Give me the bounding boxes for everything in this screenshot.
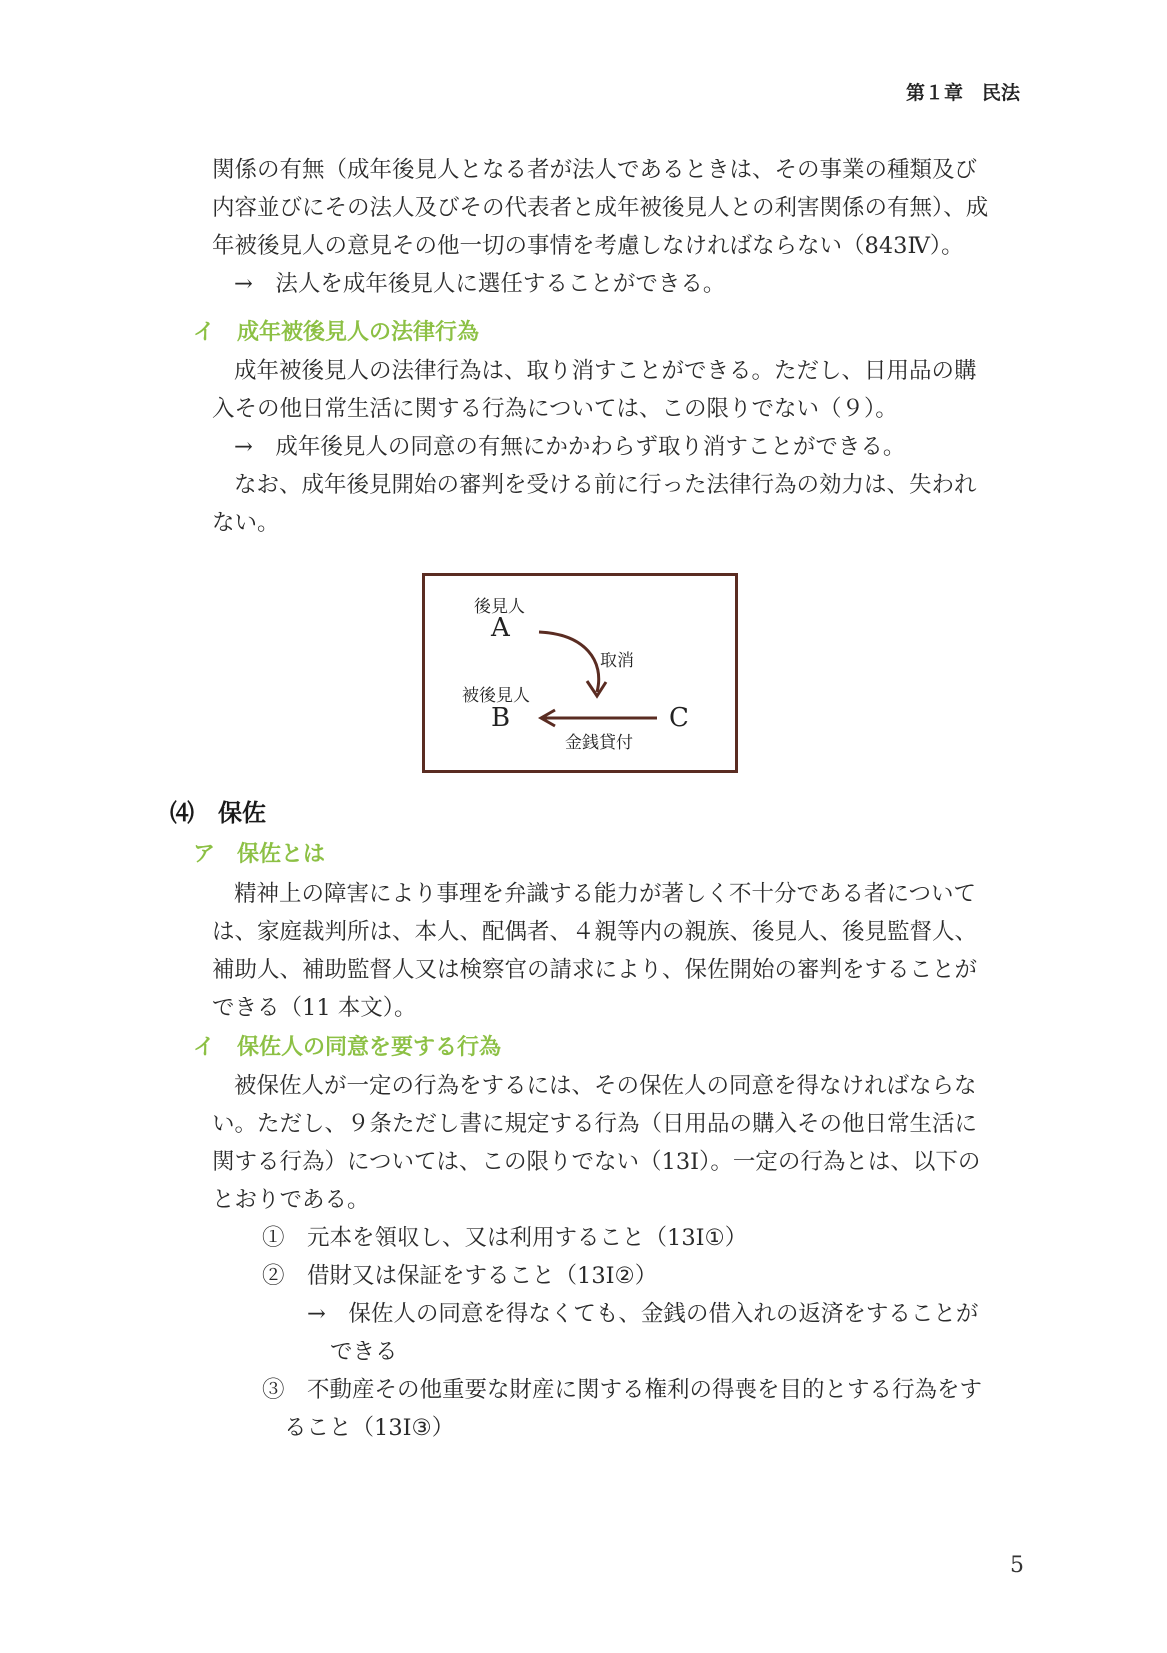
list-item-continuation: ること（13Ⅰ③） bbox=[284, 1415, 455, 1441]
party-c: C bbox=[669, 703, 689, 733]
body-text-line: とおりである。 bbox=[212, 1187, 370, 1213]
body-text-line: 入その他日常生活に関する行為については、この限りでない（９）。 bbox=[212, 396, 898, 422]
body-text-line: 年被後見人の意見その他一切の事情を考慮しなければならない（843Ⅳ）。 bbox=[212, 233, 964, 259]
body-text-line: は、家庭裁判所は、本人、配偶者、４親等内の親族、後見人、後見監督人、 bbox=[212, 919, 978, 945]
arrow-note: → 成年後見人の同意の有無にかかわらず取り消すことができる。 bbox=[234, 434, 906, 460]
section-heading-i: イ 成年被後見人の法律行為 bbox=[193, 320, 480, 345]
list-item: ① 元本を領収し、又は利用すること（13Ⅰ①） bbox=[262, 1225, 748, 1251]
arrow-note-continuation: できる bbox=[330, 1339, 398, 1365]
list-item: ② 借財又は保証をすること（13Ⅰ②） bbox=[262, 1263, 658, 1289]
list-item: ③ 不動産その他重要な財産に関する権利の得喪を目的とする行為をす bbox=[262, 1377, 983, 1403]
guardianship-diagram bbox=[422, 573, 738, 773]
party-b: B bbox=[491, 703, 511, 733]
body-text-line: 精神上の障害により事理を弁識する能力が著しく不十分である者について bbox=[234, 881, 977, 907]
body-text-line: 成年被後見人の法律行為は、取り消すことができる。ただし、日用品の購 bbox=[234, 358, 977, 384]
section-heading-i2: イ 保佐人の同意を要する行為 bbox=[193, 1035, 502, 1060]
loan-label: 金銭貸付 bbox=[565, 733, 633, 753]
body-text-line: 関係の有無（成年後見人となる者が法人であるときは、その事業の種類及び bbox=[212, 157, 978, 183]
arrow-note: → 保佐人の同意を得なくても、金銭の借入れの返済をすることが bbox=[307, 1301, 979, 1327]
section-heading-a: ア 保佐とは bbox=[193, 842, 326, 867]
ward-label: 被後見人 bbox=[462, 686, 530, 706]
body-text-line: ない。 bbox=[212, 510, 280, 536]
body-text-line: 内容並びにその法人及びその代表者と成年被後見人との利害関係の有無）、成 bbox=[212, 195, 989, 221]
page-number: 5 bbox=[1010, 1553, 1024, 1578]
body-text-line: い。ただし、９条ただし書に規定する行為（日用品の購入その他日常生活に bbox=[212, 1111, 978, 1137]
body-text-line: 被保佐人が一定の行為をするには、その保佐人の同意を得なければならな bbox=[234, 1073, 977, 1099]
body-text-line: 補助人、補助監督人又は検察官の請求により、保佐開始の審判をすることが bbox=[212, 957, 978, 983]
section-4-heading: ⑷ 保佐 bbox=[170, 799, 266, 827]
party-a: A bbox=[491, 613, 510, 643]
chapter-header: 第１章 民法 bbox=[905, 82, 1020, 104]
guardian-label: 後見人 bbox=[474, 597, 525, 617]
diagram-arrows bbox=[425, 576, 735, 770]
body-text-line: できる（11 本文）。 bbox=[212, 995, 417, 1021]
body-text-line: なお、成年後見開始の審判を受ける前に行った法律行為の効力は、失われ bbox=[234, 472, 977, 498]
body-text-line: 関する行為）については、この限りでない（13Ⅰ）。一定の行為とは、以下の bbox=[212, 1149, 981, 1175]
arrow-note: → 法人を成年後見人に選任することができる。 bbox=[234, 271, 726, 297]
revoke-label: 取消 bbox=[600, 651, 634, 671]
